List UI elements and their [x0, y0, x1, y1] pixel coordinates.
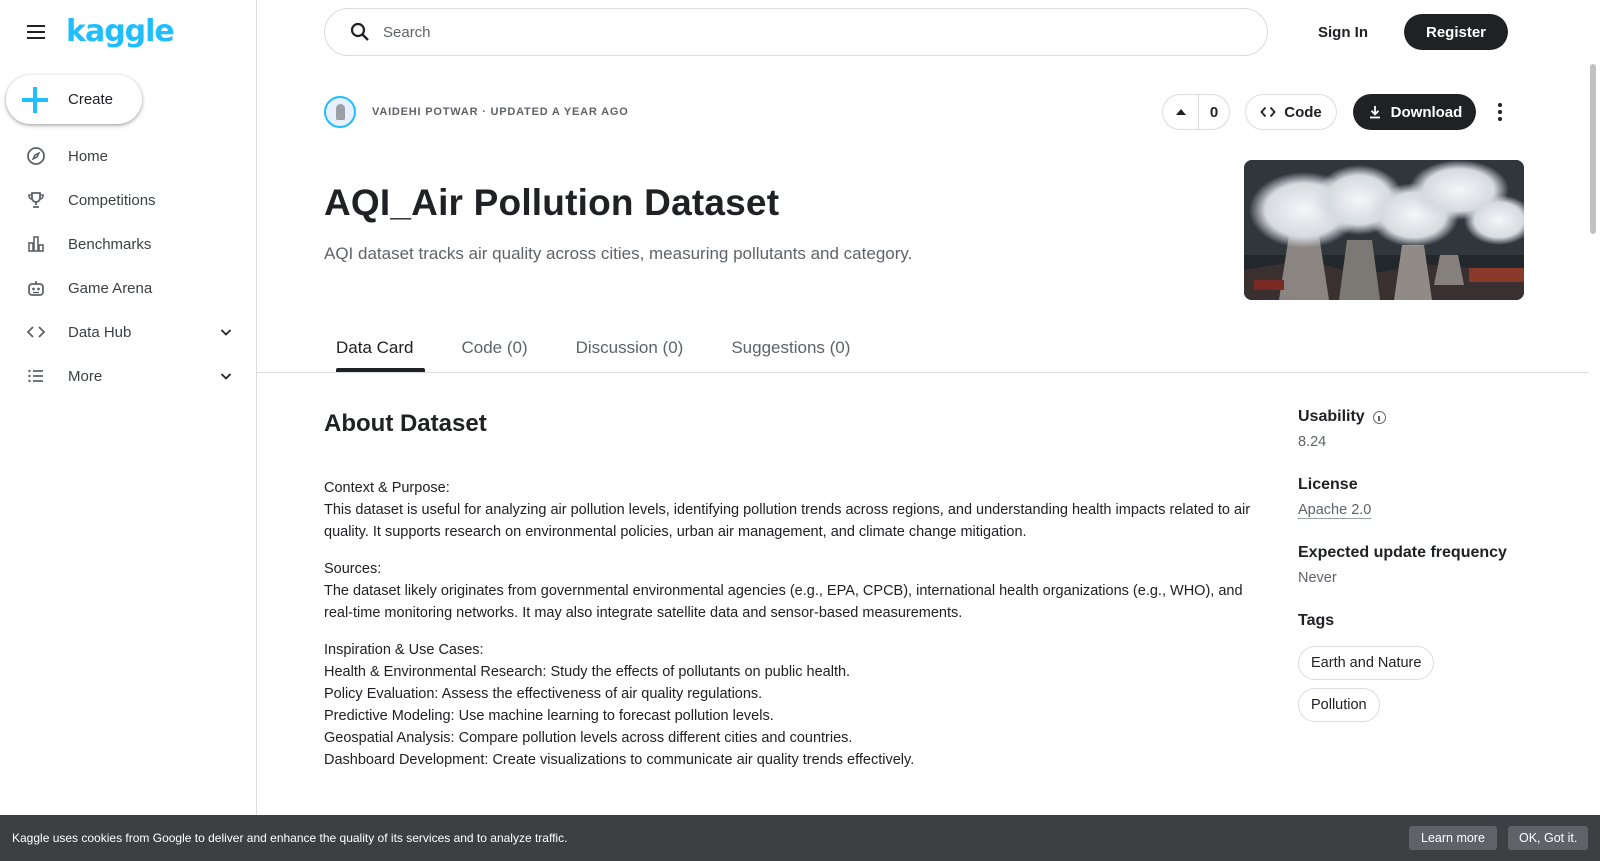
create-button[interactable]	[6, 75, 142, 124]
vote-count: 0	[1209, 103, 1219, 121]
code-icon	[26, 322, 46, 342]
more-options-icon[interactable]	[1488, 98, 1512, 126]
tag-chip[interactable]: Pollution	[1298, 688, 1380, 722]
tab-discussion[interactable]: Discussion (0)	[575, 338, 684, 357]
sources-label: Sources:	[324, 561, 382, 577]
sidebar-item-label: Game Arena	[68, 279, 153, 297]
use-case-item: Health & Environmental Research: Study the effects of pollutants on public health.	[324, 664, 851, 680]
info-icon[interactable]	[1373, 411, 1386, 424]
cookie-banner	[0, 815, 1600, 861]
cookie-text: Kaggle uses cookies from Google to deliver and enhance the quality of its services and to analyze traffic.	[12, 831, 568, 845]
usability-value: 8.24	[1298, 434, 1327, 450]
sidebar-item-label: Data Hub	[68, 323, 132, 341]
usability-label: Usability	[1298, 408, 1365, 425]
sources-section	[324, 558, 1274, 624]
license-label: License	[1298, 476, 1358, 493]
inspiration-label: Inspiration & Use Cases:	[324, 642, 484, 658]
tab-suggestions[interactable]: Suggestions (0)	[731, 338, 851, 357]
license-link[interactable]: Apache 2.0	[1298, 502, 1372, 518]
tab-divider	[257, 372, 1589, 373]
context-label: Context & Purpose:	[324, 480, 450, 496]
chevron-down-icon[interactable]	[218, 368, 234, 384]
sidebar-item-data-hub[interactable]	[0, 310, 256, 354]
page-title: AQI_Air Pollution Dataset	[324, 182, 780, 223]
sidebar-item-benchmarks[interactable]	[0, 222, 256, 266]
use-case-item: Dashboard Development: Create visualizations to communicate air quality trends effectively.	[324, 752, 915, 768]
sidebar-item-game-arena[interactable]	[0, 266, 256, 310]
robot-icon	[26, 278, 46, 298]
bar-chart-icon	[26, 234, 46, 254]
tags-label: Tags	[1298, 612, 1335, 629]
kaggle-logo[interactable]: kaggle	[66, 14, 174, 49]
code-button[interactable]	[1245, 94, 1337, 130]
compass-icon	[26, 146, 46, 166]
download-icon	[1367, 104, 1383, 120]
page-subtitle: AQI dataset tracks air quality across cities, measuring pollutants and category.	[324, 244, 913, 263]
avatar[interactable]	[324, 96, 356, 128]
upvote-control	[1162, 94, 1230, 130]
dataset-meta: VAIDEHI POTWAR · UPDATED A YEAR AGO	[372, 106, 629, 118]
frequency-value: Never	[1298, 570, 1337, 586]
dataset-cover-image	[1244, 160, 1524, 300]
sidebar-item-label: More	[68, 367, 103, 385]
context-section	[324, 477, 1274, 543]
use-case-item: Geospatial Analysis: Compare pollution levels across different cities and countries.	[324, 730, 853, 746]
download-button-label: Download	[1390, 103, 1463, 121]
sidebar	[0, 0, 257, 861]
search-bar[interactable]	[324, 8, 1268, 56]
sidebar-header	[24, 14, 174, 50]
tab-bar	[324, 330, 886, 372]
dataset-sidepanel	[1298, 408, 1548, 730]
list-icon	[26, 366, 46, 386]
sidebar-item-competitions[interactable]	[0, 178, 256, 222]
use-case-item: Predictive Modeling: Use machine learning to forecast pollution levels.	[324, 708, 774, 724]
tag-chip[interactable]: Earth and Nature	[1298, 646, 1434, 680]
about-body	[324, 477, 1274, 786]
tab-code[interactable]: Code (0)	[461, 338, 528, 357]
frequency-label: Expected update frequency	[1298, 544, 1507, 561]
search-icon	[349, 21, 371, 43]
sidebar-item-more[interactable]	[0, 354, 256, 398]
about-heading: About Dataset	[324, 410, 487, 437]
sign-in-button[interactable]: Sign In	[1300, 14, 1386, 50]
usability-heading	[1298, 408, 1548, 426]
sidebar-nav	[0, 134, 256, 398]
sidebar-item-label: Benchmarks	[68, 235, 152, 253]
plus-icon	[22, 87, 48, 113]
sources-text: The dataset likely originates from governmental environmental agencies (e.g., EPA, CPCB), international health organizations (e.g., WHO), and real-time monitoring networks. It may also integrate satellite data and sensor-based measurements.	[324, 583, 1243, 621]
register-button[interactable]: Register	[1404, 14, 1508, 50]
trophy-icon	[26, 190, 46, 210]
chevron-down-icon[interactable]	[218, 324, 234, 340]
code-button-label: Code	[1284, 103, 1322, 121]
use-case-item: Policy Evaluation: Assess the effectiveness of air quality regulations.	[324, 686, 763, 702]
learn-more-button[interactable]: Learn more	[1409, 826, 1497, 850]
scrollbar[interactable]	[1590, 64, 1596, 234]
sidebar-item-home[interactable]	[0, 134, 256, 178]
tab-data-card[interactable]: Data Card	[324, 330, 425, 372]
sidebar-item-label: Competitions	[68, 191, 156, 209]
create-label: Create	[68, 91, 114, 108]
accept-cookies-button[interactable]: OK, Got it.	[1508, 826, 1588, 850]
download-button[interactable]	[1353, 94, 1476, 130]
upvote-arrow-icon[interactable]	[1163, 95, 1199, 129]
tag-list	[1298, 646, 1548, 730]
inspiration-section	[324, 639, 1274, 771]
code-icon	[1260, 104, 1276, 120]
context-text: This dataset is useful for analyzing air pollution levels, identifying pollution trends across regions, and understanding health impacts related to air quality. It supports research on environmental policies, urban air management, and climate change mitigation.	[324, 502, 1251, 540]
sidebar-item-label: Home	[68, 147, 109, 165]
menu-icon[interactable]	[24, 20, 48, 44]
search-input[interactable]	[383, 24, 1203, 41]
